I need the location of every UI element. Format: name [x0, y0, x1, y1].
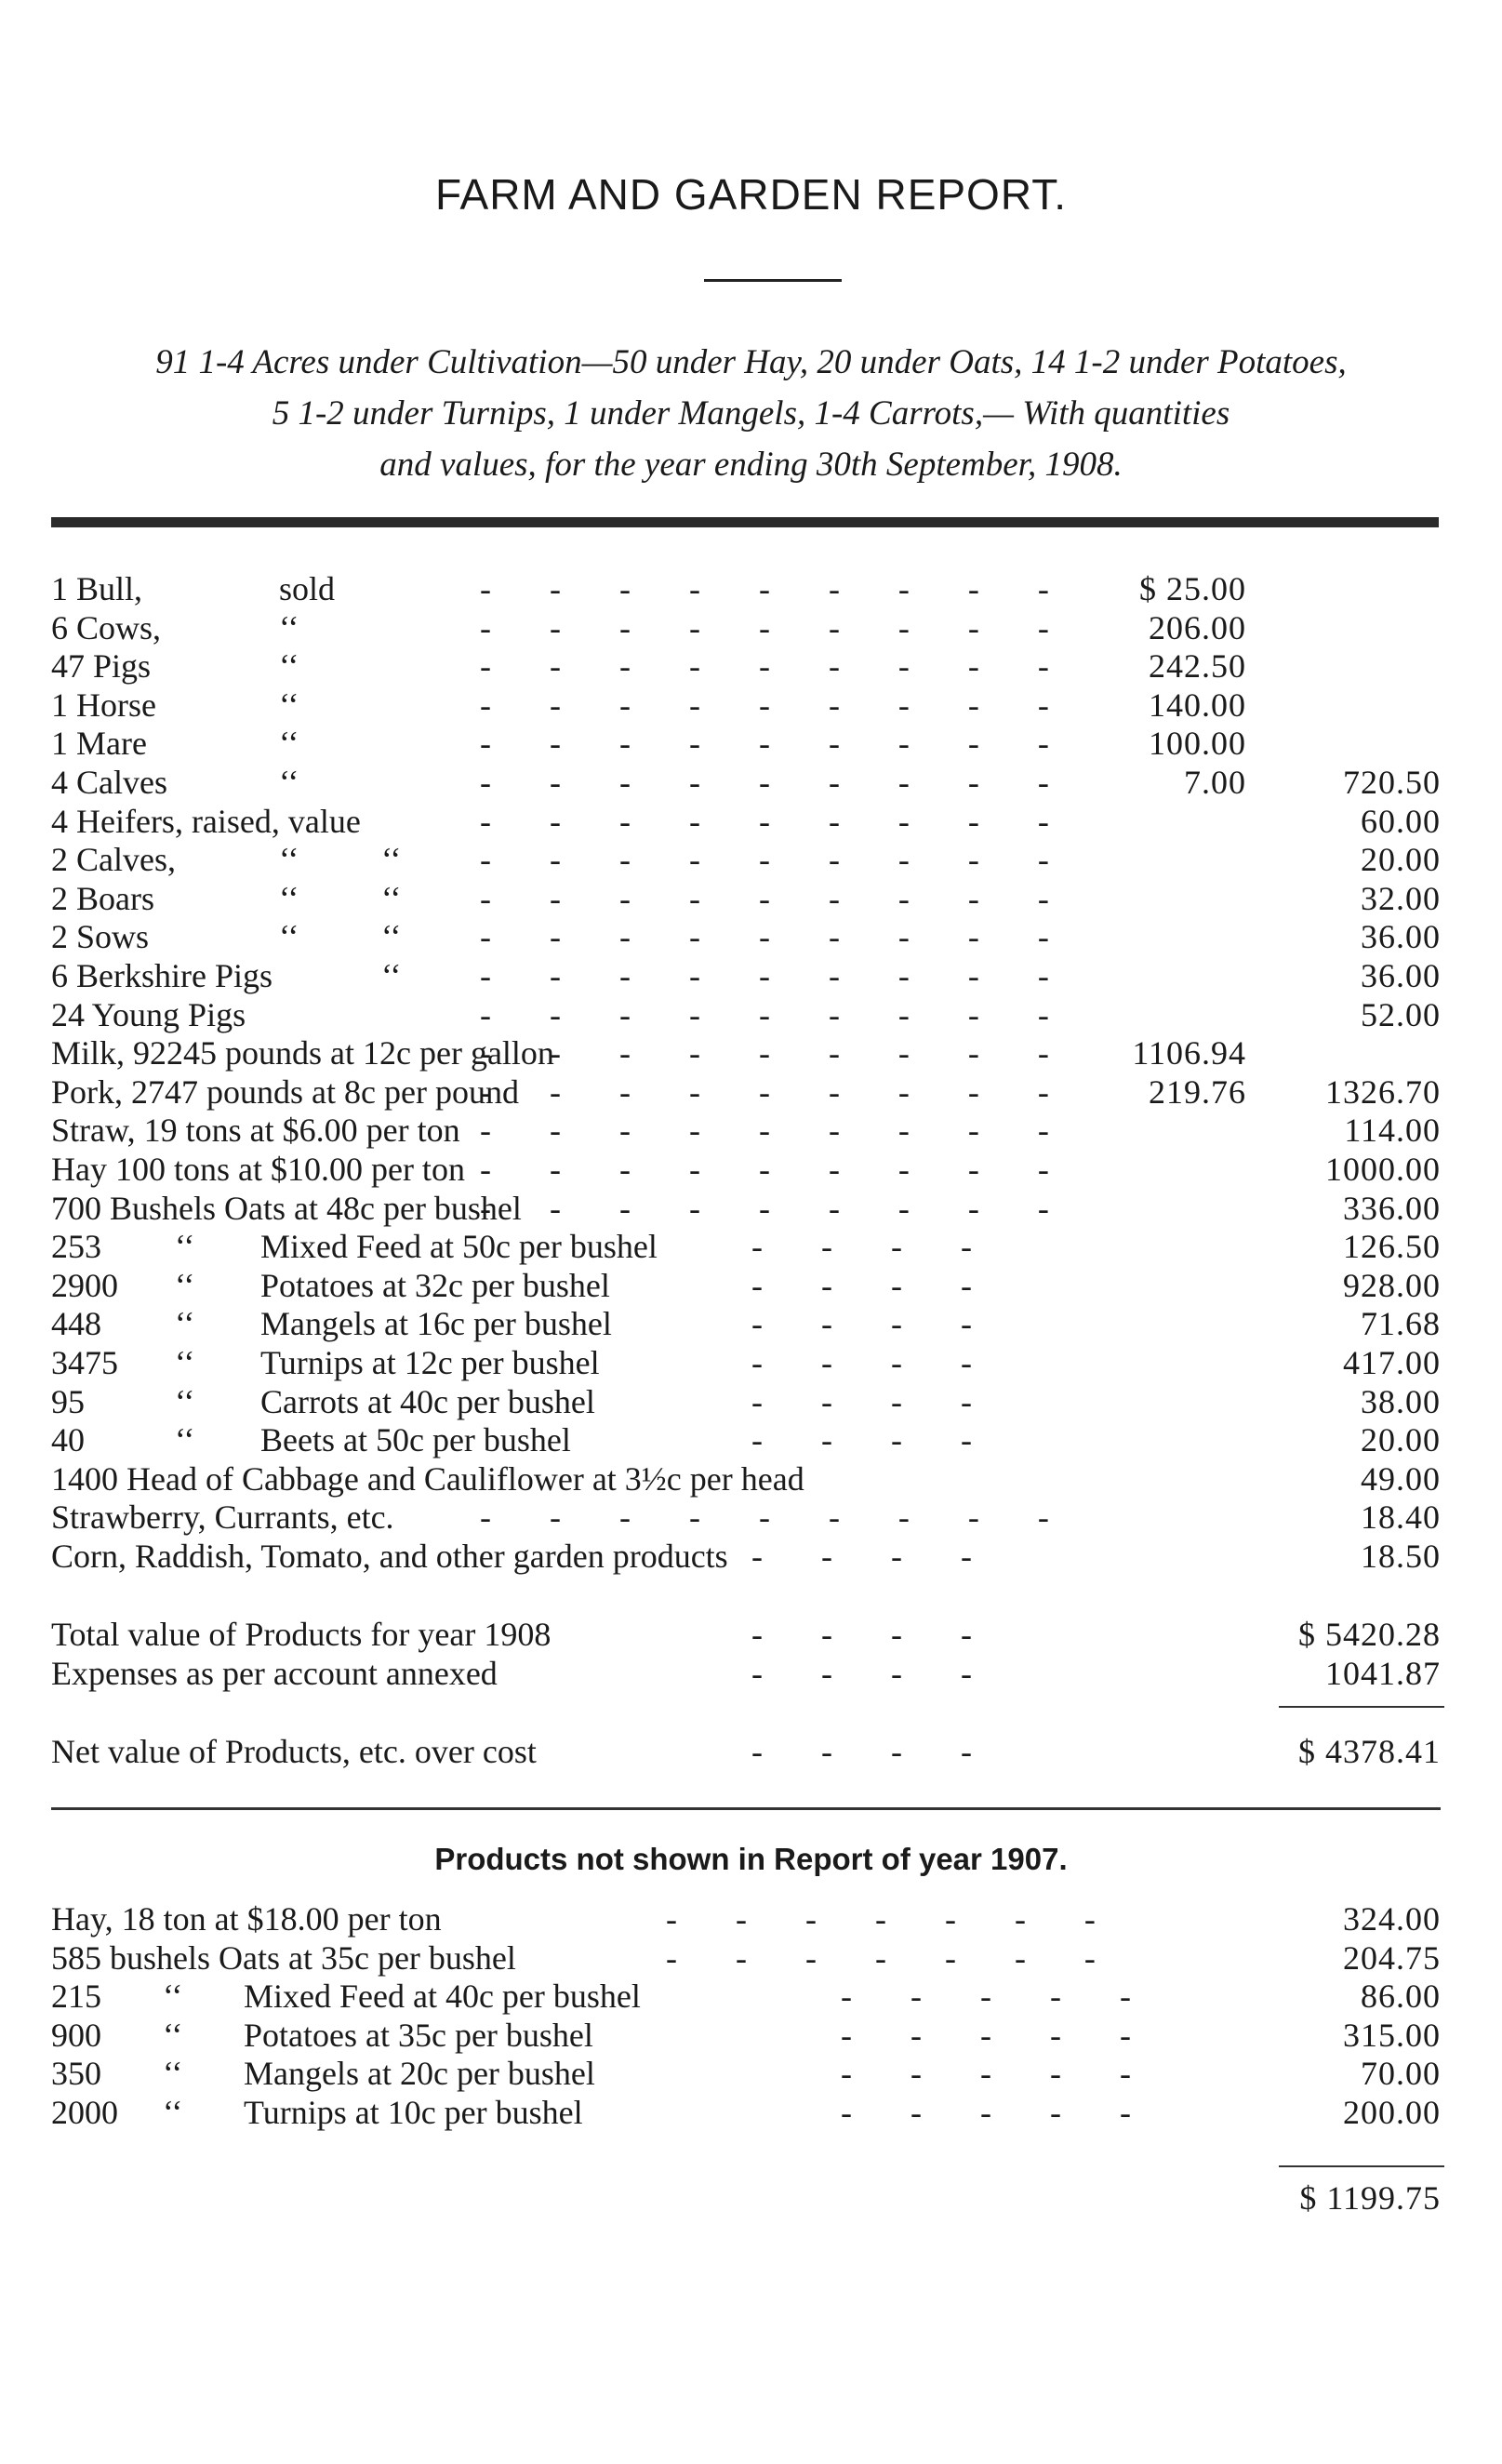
item-description: 40: [51, 1421, 85, 1458]
item-description: 2 Calves,: [51, 841, 176, 878]
subtotal: 60.00: [1361, 803, 1441, 840]
leader-dashes: - - - -: [751, 1344, 972, 1381]
leader-dashes: - - - -: [751, 1421, 972, 1458]
leader-dashes: - - - -: [751, 1228, 972, 1265]
item-description: 2000: [51, 2094, 118, 2131]
item-detail: Turnips at 12c per bushel: [260, 1344, 600, 1381]
page-title: FARM AND GARDEN REPORT.: [434, 170, 1068, 219]
table-row: [0, 879, 1502, 918]
table-row: [0, 917, 1502, 956]
table-row: [0, 1266, 1502, 1305]
subtotal: 1000.00: [1325, 1151, 1441, 1188]
ditto-mark: ‘‘: [163, 2094, 183, 2131]
amount: $ 25.00: [1139, 570, 1246, 607]
leader-dashes: - - - - - - - - -: [480, 1190, 1049, 1227]
amount: 206.00: [1149, 609, 1246, 646]
leader-dashes: - - - - - - -: [666, 1900, 1096, 1938]
ditto-mark: ‘‘: [163, 2055, 183, 2092]
item-description: Hay 100 tons at $10.00 per ton: [51, 1151, 465, 1188]
leader-dashes: - - - - -: [841, 1978, 1131, 2015]
subtotal: 126.50: [1343, 1228, 1441, 1265]
subtotal: 336.00: [1343, 1190, 1441, 1227]
expenses-label: Expenses as per account annexed: [51, 1655, 498, 1692]
table-row: [0, 1498, 1502, 1537]
table-row: [0, 802, 1502, 841]
table-row: [0, 1899, 1502, 1938]
amount: 1106.94: [1132, 1034, 1246, 1072]
item-description: 1 Horse: [51, 686, 156, 724]
net-value: $ 4378.41: [1298, 1733, 1441, 1770]
leader-dashes: - - - - - - - - -: [480, 918, 1049, 955]
item-description: 47 Pigs: [51, 647, 152, 685]
subtotal: 36.00: [1361, 957, 1441, 994]
item-description: 448: [51, 1305, 101, 1342]
leader-dashes: - - - - - - - - -: [480, 764, 1049, 801]
item-description: 215: [51, 1978, 101, 2015]
subtitle-line: 91 1-4 Acres under Cultivation—50 under Hay, 20 under Oats, 14 1-2 under Potatoes,: [155, 343, 1347, 381]
ditto-mark: ‘‘: [163, 2017, 183, 2054]
item-description: Corn, Raddish, Tomato, and other garden products: [51, 1538, 728, 1575]
table-row: [0, 995, 1502, 1034]
ditto-mark: sold: [279, 570, 336, 607]
item-detail: Turnips at 10c per bushel: [244, 2094, 583, 2131]
item-description: 4 Calves: [51, 764, 167, 801]
leader-dashes: - - - - - - - - -: [480, 880, 1049, 917]
ditto-mark: ‘‘: [175, 1344, 195, 1381]
item-description: 2900: [51, 1267, 118, 1304]
expenses-row: [0, 1654, 1502, 1693]
ditto-mark: ‘‘: [279, 764, 299, 801]
sum-rule: [1279, 1706, 1444, 1708]
amount: 140.00: [1149, 686, 1246, 724]
table-row: [0, 569, 1502, 608]
item-description: Pork, 2747 pounds at 8c per pound: [51, 1073, 519, 1111]
table-row: [0, 1382, 1502, 1421]
net-row: [0, 1732, 1502, 1771]
leader-dashes: - - - - - - - - -: [480, 996, 1049, 1033]
table-row: [0, 956, 1502, 995]
item-description: Straw, 19 tons at $6.00 per ton: [51, 1112, 460, 1149]
leader-dashes: - - - - - - - - -: [480, 686, 1049, 724]
table-row: [0, 646, 1502, 686]
table-row: [0, 1227, 1502, 1266]
subtotal: 114.00: [1344, 1112, 1441, 1149]
subtotal: 20.00: [1361, 1421, 1441, 1458]
ditto-mark: ‘‘: [279, 609, 299, 646]
ditto-mark: ‘‘: [175, 1267, 195, 1304]
table-row: [0, 1938, 1502, 1978]
table-row: [0, 1189, 1502, 1228]
table-row: [0, 1304, 1502, 1343]
leader-dashes: - - - - - - - - -: [480, 841, 1049, 878]
item-detail: Mangels at 16c per bushel: [260, 1305, 612, 1342]
leader-dashes: - - - -: [751, 1305, 972, 1342]
amount: 7.00: [1184, 764, 1246, 801]
table-row: [0, 763, 1502, 802]
item-description: Strawberry, Currants, etc.: [51, 1498, 394, 1536]
item-description: 1400 Head of Cabbage and Cauliflower at 3½c per head: [51, 1460, 804, 1498]
table-row: [0, 2054, 1502, 2093]
section-heading: Products not shown in Report of year 1907.: [434, 1842, 1068, 1876]
subtotal: 86.00: [1361, 1978, 1441, 2015]
table-row: [0, 1459, 1502, 1498]
table-row: [0, 1537, 1502, 1576]
item-description: 350: [51, 2055, 101, 2092]
subtotal: 324.00: [1343, 1900, 1441, 1938]
item-description: 6 Berkshire Pigs: [51, 957, 272, 994]
leader-dashes: - - - -: [751, 1383, 972, 1420]
amount: 242.50: [1149, 647, 1246, 685]
table-row: [0, 840, 1502, 879]
table-row: [0, 724, 1502, 763]
leader-dashes: - - - -: [751, 1267, 972, 1304]
leader-dashes: - - - - - - - - -: [480, 803, 1049, 840]
table-row: [0, 1150, 1502, 1189]
subtitle: [0, 337, 1502, 490]
leader-dashes: - - - -: [751, 1616, 972, 1653]
item-description: 585 bushels Oats at 35c per bushel: [51, 1939, 516, 1977]
table-row: [0, 608, 1502, 647]
table-row: [0, 2016, 1502, 2055]
ditto-mark: ‘‘: [279, 880, 299, 917]
ditto-mark: ‘‘: [381, 880, 402, 917]
item-detail: Potatoes at 32c per bushel: [260, 1267, 610, 1304]
ditto-mark: ‘‘: [279, 686, 299, 724]
subtotal: 49.00: [1361, 1460, 1441, 1498]
ditto-mark: ‘‘: [163, 1978, 183, 2015]
ditto-mark: ‘‘: [175, 1228, 195, 1265]
item-description: 24 Young Pigs: [51, 996, 246, 1033]
item-description: 900: [51, 2017, 101, 2054]
subtotal: 70.00: [1361, 2055, 1441, 2092]
item-detail: Mangels at 20c per bushel: [244, 2055, 595, 2092]
ditto-mark: ‘‘: [279, 918, 299, 955]
subtotal: 417.00: [1343, 1344, 1441, 1381]
subtotal: 38.00: [1361, 1383, 1441, 1420]
item-description: 700 Bushels Oats at 48c per bushel: [51, 1190, 522, 1227]
subtotal: 71.68: [1361, 1305, 1441, 1342]
leader-dashes: - - - - -: [841, 2094, 1131, 2131]
ditto-mark: ‘‘: [279, 647, 299, 685]
ditto-mark: ‘‘: [279, 725, 299, 762]
table-row: [0, 1072, 1502, 1112]
item-description: 95: [51, 1383, 85, 1420]
item-detail: Mixed Feed at 50c per bushel: [260, 1228, 658, 1265]
subtotal: 200.00: [1343, 2094, 1441, 2131]
leader-dashes: - - - - - - - - -: [480, 957, 1049, 994]
subtotal: 36.00: [1361, 918, 1441, 955]
expenses-value: 1041.87: [1325, 1655, 1441, 1692]
table-row: [0, 2093, 1502, 2132]
subtotal: 204.75: [1343, 1939, 1441, 1977]
item-detail: Beets at 50c per bushel: [260, 1421, 571, 1458]
leader-dashes: - - - - - - - - -: [480, 1151, 1049, 1188]
total-row: [0, 1615, 1502, 1654]
item-description: 1 Mare: [51, 725, 147, 762]
leader-dashes: - - - - -: [841, 2055, 1131, 2092]
subtotal: 315.00: [1343, 2017, 1441, 2054]
leader-dashes: - - - - - - - - -: [480, 647, 1049, 685]
table-row: [0, 1420, 1502, 1459]
table-row: [0, 1343, 1502, 1382]
amount: 100.00: [1149, 725, 1246, 762]
item-detail: Potatoes at 35c per bushel: [244, 2017, 593, 2054]
grand-total-row: [0, 2178, 1502, 2218]
leader-dashes: - - - - - - - - -: [480, 609, 1049, 646]
amount: 219.76: [1149, 1073, 1246, 1111]
ditto-mark: ‘‘: [381, 841, 402, 878]
total-label: Total value of Products for year 1908: [51, 1616, 552, 1653]
title-underline: [704, 279, 842, 282]
leader-dashes: - - - - - - - - -: [480, 725, 1049, 762]
item-description: 3475: [51, 1344, 118, 1381]
subtitle-line: and values, for the year ending 30th September, 1908.: [379, 446, 1123, 484]
item-description: 6 Cows,: [51, 609, 162, 646]
leader-dashes: - - - - - - -: [666, 1939, 1096, 1977]
ditto-mark: ‘‘: [381, 957, 402, 994]
leader-dashes: - - - - -: [841, 2017, 1131, 2054]
leader-dashes: - - - -: [751, 1655, 972, 1692]
item-description: 1 Bull,: [51, 570, 143, 607]
subtotal: 52.00: [1361, 996, 1441, 1033]
item-description: 253: [51, 1228, 101, 1265]
table-row: [0, 1033, 1502, 1072]
subtotal: 20.00: [1361, 841, 1441, 878]
ditto-mark: ‘‘: [175, 1383, 195, 1420]
item-description: 2 Sows: [51, 918, 150, 955]
leader-dashes: - - - - - - - - -: [480, 1073, 1049, 1111]
heavy-divider: [51, 517, 1439, 527]
table-row: [0, 686, 1502, 725]
subtitle-line: 5 1-2 under Turnips, 1 under Mangels, 1-4 Carrots,— With quantities: [272, 394, 1230, 433]
total-value: $ 5420.28: [1298, 1616, 1441, 1653]
leader-dashes: - - - - - - - - -: [480, 1112, 1049, 1149]
subtotal: 1326.70: [1325, 1073, 1441, 1111]
subtotal: 18.50: [1361, 1538, 1441, 1575]
leader-dashes: - - - -: [751, 1538, 972, 1575]
leader-dashes: - - - - - - - - -: [480, 1034, 1049, 1072]
grand-total-value: $ 1199.75: [1299, 2179, 1441, 2217]
leader-dashes: - - - -: [751, 1733, 972, 1770]
item-detail: Mixed Feed at 40c per bushel: [244, 1978, 641, 2015]
item-description: Hay, 18 ton at $18.00 per ton: [51, 1900, 442, 1938]
table-row: [0, 1977, 1502, 2016]
ditto-mark: ‘‘: [175, 1305, 195, 1342]
ditto-mark: ‘‘: [381, 918, 402, 955]
table-row: [0, 1111, 1502, 1150]
sum-rule: [1279, 2165, 1444, 2167]
item-description: 2 Boars: [51, 880, 154, 917]
ditto-mark: ‘‘: [175, 1421, 195, 1458]
section-divider: [51, 1807, 1441, 1810]
item-description: Milk, 92245 pounds at 12c per gallon: [51, 1034, 554, 1072]
item-detail: Carrots at 40c per bushel: [260, 1383, 595, 1420]
item-description: 4 Heifers, raised, value: [51, 803, 361, 840]
subtotal: 720.50: [1343, 764, 1441, 801]
ditto-mark: ‘‘: [279, 841, 299, 878]
subtotal: 32.00: [1361, 880, 1441, 917]
net-label: Net value of Products, etc. over cost: [51, 1733, 537, 1770]
leader-dashes: - - - - - - - - -: [480, 1498, 1049, 1536]
leader-dashes: - - - - - - - - -: [480, 570, 1049, 607]
subtotal: 18.40: [1361, 1498, 1441, 1536]
subtotal: 928.00: [1343, 1267, 1441, 1304]
